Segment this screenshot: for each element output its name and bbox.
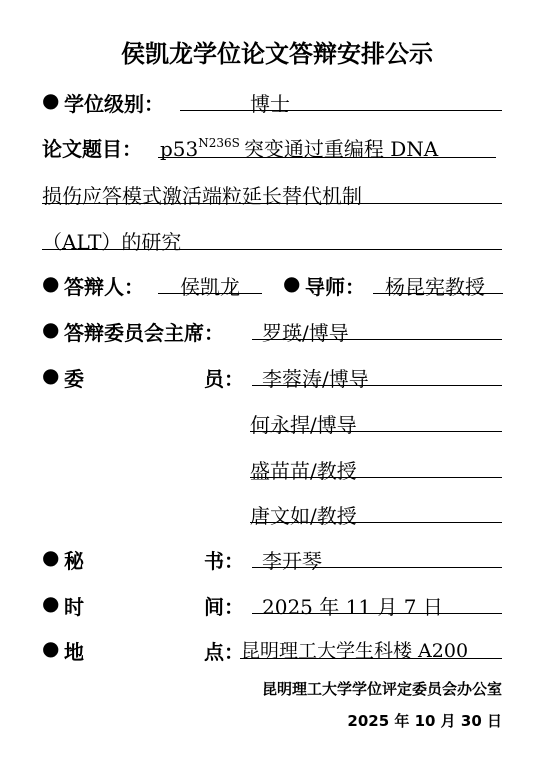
- place-label-b: 点：: [204, 640, 244, 664]
- members-label-a: 委: [64, 367, 84, 391]
- advisor-label: 导师：: [305, 275, 365, 299]
- member-2: 何永捍/博导: [250, 413, 357, 437]
- chair-value: 罗瑛/博导: [262, 321, 349, 345]
- member-underline-1: [252, 385, 502, 386]
- thesis-underline-3: [42, 249, 502, 250]
- place-label-a: 地: [64, 640, 84, 664]
- defender-value: 侯凯龙: [180, 275, 240, 299]
- defender-label: 答辩人：: [64, 275, 144, 299]
- degree-value: 博士: [250, 92, 290, 116]
- advisor-underline: [373, 293, 503, 294]
- member-underline-2: [250, 431, 502, 432]
- bullet-advisor: ●: [283, 271, 301, 295]
- bullet-degree: ●: [42, 88, 60, 112]
- thesis-title-line-1: $p53^{N236S}$ 突变通过重编程 DNA: [160, 136, 439, 161]
- degree-underline: [180, 110, 502, 111]
- issuing-office: 昆明理工大学学位评定委员会办公室: [261, 680, 502, 698]
- member-1: 李蓉涛/博导: [262, 367, 369, 391]
- member-underline-3: [250, 477, 502, 478]
- defender-underline: [158, 293, 262, 294]
- page-title: 侯凯龙学位论文答辩安排公示: [121, 40, 433, 68]
- bullet-time: ●: [42, 591, 60, 615]
- bullet-members: ●: [42, 363, 60, 387]
- member-3: 盛苗苗/教授: [250, 459, 357, 483]
- bullet-secretary: ●: [42, 545, 60, 569]
- time-underline: [252, 613, 502, 614]
- thesis-title-line-2: 损伤应答模式激活端粒延长替代机制: [42, 184, 362, 208]
- thesis-underline-1: [158, 157, 496, 158]
- chair-underline: [252, 339, 502, 340]
- member-underline-4: [250, 522, 502, 523]
- bullet-chair: ●: [42, 317, 60, 341]
- member-4: 唐文如/教授: [250, 504, 357, 528]
- thesis-label: 论文题目：: [42, 137, 142, 161]
- secretary-underline: [252, 567, 502, 568]
- chair-label: 答辩委员会主席：: [64, 321, 224, 345]
- secretary-label-b: 书：: [204, 549, 244, 573]
- time-label-b: 间：: [204, 595, 244, 619]
- time-value: 2025 年 11 月 7 日: [262, 595, 443, 619]
- secretary-label-a: 秘: [64, 549, 84, 573]
- degree-label: 学位级别：: [64, 92, 164, 116]
- issue-date: 2025 年 10 月 30 日: [347, 712, 502, 730]
- time-label-a: 时: [64, 595, 84, 619]
- bullet-defender: ●: [42, 271, 60, 295]
- members-label-b: 员：: [204, 367, 244, 391]
- advisor-value: 杨昆宪教授: [385, 275, 485, 299]
- secretary-value: 李开琴: [262, 549, 322, 573]
- thesis-underline-2: [42, 203, 502, 204]
- thesis-title-line-3: （ALT）的研究: [42, 230, 182, 254]
- bullet-place: ●: [42, 636, 60, 660]
- place-underline: [240, 658, 502, 659]
- place-value: 昆明理工大学生科楼 A200: [241, 640, 469, 662]
